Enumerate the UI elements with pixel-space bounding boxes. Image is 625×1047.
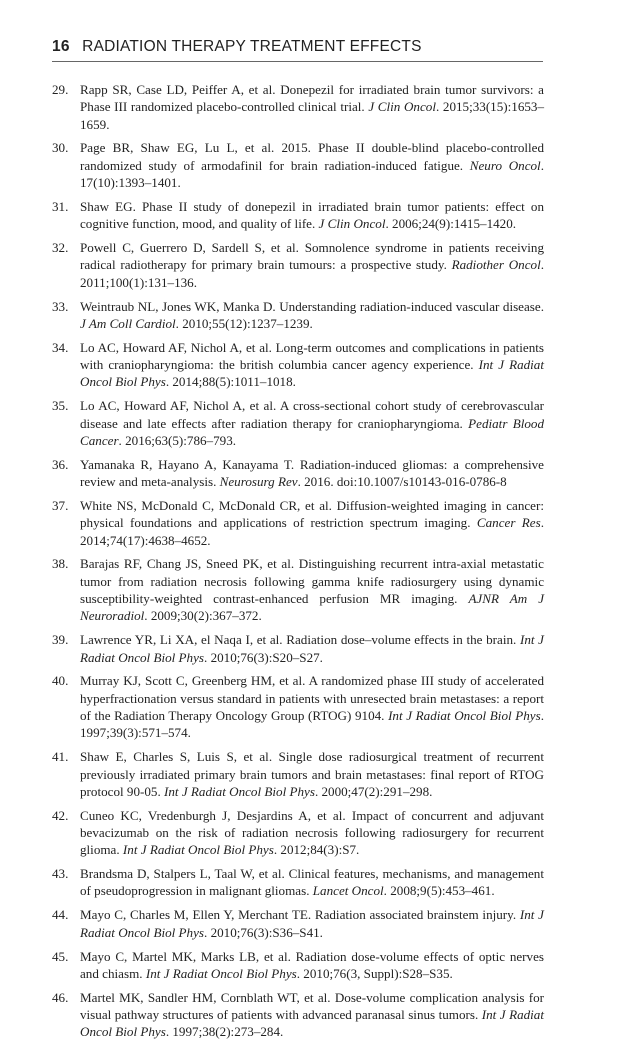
reference-text [80,672,544,741]
reference-item [52,555,544,624]
citation-text: Shaw E, Charles S, Luis S, et al. Single dose radiosurgical treatment of recurrent previously irradiated primary brain tumors and brain metastases: final report of RTOG protocol 90-05. [80,749,544,799]
reference-text [80,631,544,666]
reference-number: 38. [52,556,69,572]
citation-text: Powell C, Guerrero D, Sardell S, et al. Somnolence syndrome in patients receiving radical radiotherapy for primary brain tumours: a prospective study. [80,240,544,273]
reference-text [80,81,544,133]
journal-name: J Clin Oncol [318,216,386,232]
citation-text: Martel MK, Sandler HM, Cornblath WT, et al. Dose-volume complication analysis for visual pathway structures of patients with advanced paranasal sinus tumors. [80,989,544,1023]
reference-number: 31. [52,198,69,214]
citation-text: Mayo C, Charles M, Ellen Y, Merchant TE. Radiation associated brainstem injury. [80,907,520,923]
citation-details: . 2014;88(5):1011–1018. [165,374,296,390]
journal-name: Int J Radiat Oncol Biol Phys [80,357,544,390]
journal-name: Pediatr Blood Cancer [80,415,544,448]
citation-details: . 2016;63(5):786–793. [118,432,237,448]
journal-name: Lancet Oncol [312,883,384,899]
citation-details: . 2016. doi:10.1007/s10143-016-0786-8 [297,474,507,490]
reference-number: 46. [52,989,69,1005]
journal-name: Radiother Oncol [451,257,541,273]
citation-text: Cuneo KC, Vredenburgh J, Desjardins A, et al. Impact of concurrent and adjuvant bevacizumab on the risk of radiation necrosis following radiosurgery for recurrent glioma. [80,807,544,858]
reference-item [52,397,544,449]
reference-item [52,865,544,900]
reference-text [80,198,544,233]
reference-number: 35. [52,398,69,414]
reference-item [52,497,544,549]
reference-item [52,239,544,291]
reference-text [80,397,544,449]
reference-item [52,631,544,666]
reference-number: 40. [52,673,69,689]
citation-details: . 2014;74(17):4638–4652. [80,515,544,548]
journal-name: J Clin Oncol [368,99,436,115]
citation-text: Lawrence YR, Li XA, el Naqa I, et al. Radiation dose–volume effects in the brain. [80,632,520,648]
reference-number: 37. [52,497,69,513]
journal-name: Neuro Oncol [469,157,541,173]
reference-item [52,906,544,941]
journal-name: J Am Coll Cardiol [80,315,176,331]
citation-details: . 2012;84(3):S7. [273,842,360,858]
journal-name: Neurosurg Rev [219,474,298,490]
reference-text [80,807,544,859]
reference-text [80,497,544,549]
reference-text [80,239,544,291]
reference-item [52,989,544,1041]
reference-item [52,672,544,741]
citation-text: Rapp SR, Case LD, Peiffer A, et al. Donepezil for irradiated brain tumor survivors: a Phase III randomized placebo-controlled clinical trial. [80,82,544,115]
journal-name: Int J Radiat Oncol Biol Phys [122,842,274,858]
page-number: 16 [52,38,70,55]
reference-number: 29. [52,82,69,97]
reference-text [80,865,544,900]
citation-text: Murray KJ, Scott C, Greenberg HM, et al. A randomized phase III study of accelerated hyperfractionation versus standard in patients with unresected brain metastases: a report of the Radiation Therapy Oncology Group (RTOG) 9104. [80,673,544,724]
journal-name: Int J Radiat Oncol Biol Phys [164,783,315,799]
citation-text: Yamanaka R, Hayano A, Kanayama T. Radiation-induced gliomas: a comprehensive review and meta-analysis. [80,456,544,490]
reference-item [52,807,544,859]
reference-number: 43. [52,866,69,882]
reference-number: 45. [52,948,69,964]
citation-details: . 2010;76(3):S20–S27. [204,649,323,665]
journal-name: Int J Radiat Oncol Biol Phys [80,907,544,940]
reference-item [52,139,544,191]
reference-text [80,555,544,624]
citation-details: . 2011;100(1):131–136. [80,257,544,290]
reference-item [52,748,544,800]
reference-item [52,81,544,133]
reference-number: 44. [52,907,69,923]
reference-list [52,81,544,1047]
reference-item [52,948,544,983]
reference-text [80,298,544,333]
reference-number: 33. [52,298,69,314]
reference-text [80,139,544,191]
reference-number: 42. [52,807,69,823]
citation-details: . 1997;39(3):571–574. [80,708,544,741]
reference-text [80,948,544,983]
citation-text: Barajas RF, Chang JS, Sneed PK, et al. Distinguishing recurrent intra-axial metastatic tumor from radiation necrosis following gamma knife radiosurgery using dynamic susceptibility-weighted contrast-enhanced perfusion MR imaging. [80,556,544,607]
reference-item [52,456,544,491]
header-rule [52,61,543,62]
reference-text [80,989,544,1041]
citation-text: Page BR, Shaw EG, Lu L, et al. 2015. Phase II double-blind placebo-controlled randomized study of armodafinil for brain radiation-induced fatigue. [80,140,544,173]
journal-name: AJNR Am J Neuroradiol [80,591,545,624]
citation-details: . 17(10):1393–1401. [80,157,544,191]
reference-number: 34. [52,339,69,355]
citation-text: Shaw EG. Phase II study of donepezil in irradiated brain tumor patients: effect on cognitive function, mood, and quality of life. [80,198,544,232]
citation-details: . 2015;33(15):1653–1659. [80,99,545,132]
citation-details: . 1997;38(2):273–284. [165,1024,284,1040]
citation-details: . 2000;47(2):291–298. [314,783,433,799]
reference-number: 39. [52,632,69,648]
running-header [52,38,543,56]
reference-text [80,339,544,391]
journal-name: Int J Radiat Oncol Biol Phys [388,708,541,724]
reference-number: 32. [52,240,69,256]
reference-item [52,198,544,233]
citation-text: Brandsma D, Stalpers L, Taal W, et al. Clinical features, mechanisms, and management of pseudoprogression in malignant gliomas. [80,866,544,899]
citation-details: . 2010;76(3):S36–S41. [204,924,323,940]
reference-number: 36. [52,456,69,472]
citation-text: Lo AC, Howard AF, Nichol A, et al. Long-term outcomes and complications in patients with craniopharyngioma: the british columbia cancer agency experience. [80,339,544,373]
citation-details: . 2006;24(9):1415–1420. [385,216,517,232]
journal-name: Cancer Res [476,515,541,531]
journal-name: Int J Radiat Oncol Biol Phys [145,965,297,981]
citation-details: . 2008;9(5):453–461. [383,883,495,899]
journal-name: Int J Radiat Oncol Biol Phys [80,1007,544,1040]
reference-item [52,339,544,391]
reference-text [80,748,544,800]
citation-details: . 2010;55(12):1237–1239. [175,315,313,331]
citation-details: . 2009;30(2):367–372. [144,608,262,624]
citation-text: Mayo C, Martel MK, Marks LB, et al. Radiation dose-volume effects of optic nerves and chiasm. [80,948,544,981]
reference-item [52,298,544,333]
running-title: RADIATION THERAPY TREATMENT EFFECTS [82,38,422,55]
reference-number: 41. [52,749,69,765]
citation-text: Weintraub NL, Jones WK, Manka D. Understanding radiation-induced vascular disease. [80,298,544,314]
reference-text [80,906,544,941]
citation-text: Lo AC, Howard AF, Nichol A, et al. A cross-sectional cohort study of cerebrovascular disease and late effects after radiation therapy for craniopharyngioma. [80,398,544,431]
reference-text [80,456,544,491]
citation-text: White NS, McDonald C, McDonald CR, et al. Diffusion-weighted imaging in cancer: physical foundations and applications of restriction spectrum imaging. [80,497,544,531]
citation-details: . 2010;76(3, Suppl):S28–S35. [296,965,453,981]
reference-number: 30. [52,140,69,156]
journal-name: Int J Radiat Oncol Biol Phys [80,632,544,665]
